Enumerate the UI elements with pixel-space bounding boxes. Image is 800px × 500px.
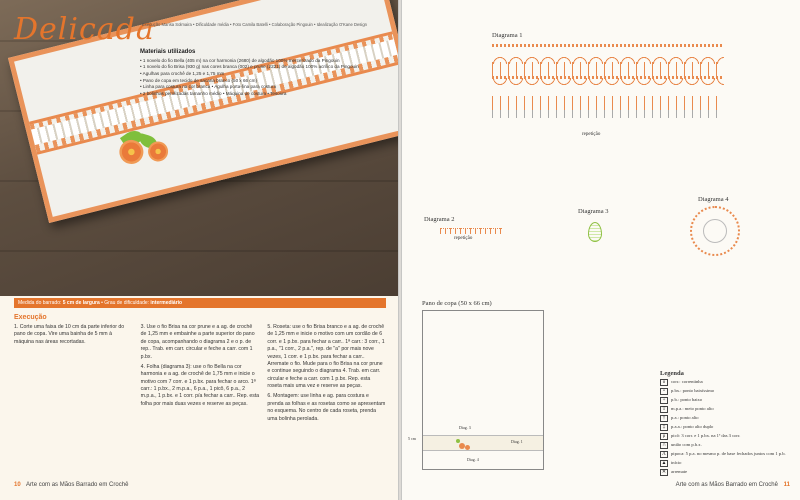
list-item: • 1 novelo do fio Brisa (930 g) nas cores branca (002) e prune (2221) de algodão 100% acrílico da Pingouin bbox=[140, 64, 359, 70]
execution-title: Execução bbox=[14, 314, 47, 321]
list-item: • Agulhas para crochê de 1,25 e 1,75 mm bbox=[140, 71, 225, 76]
execution-section bbox=[14, 314, 386, 474]
legend-item: ρ picô: 3 corr. e 1 p.bx. na 1ª das 3 corr. bbox=[660, 433, 790, 440]
legend-item: + p.b.: ponto baixo bbox=[660, 397, 790, 404]
legend-item: o corr.: correntinha bbox=[660, 379, 790, 386]
diagram3-label: Diagrama 3 bbox=[578, 208, 609, 215]
legend-item: ✕ arremate bbox=[661, 469, 688, 475]
page-title: Delicada bbox=[14, 12, 155, 47]
credits: Execução Marisa Solmaira • Dificuldade média • Foto Camila Batelli • Colaboração Pingouin • Idealização O'Kane Design bbox=[142, 22, 367, 27]
list-item: • Pano de copa em tecido de sacaria branco (50 x 66 cm) bbox=[140, 77, 258, 83]
list-item: • Linha para costura na cor branca • Agulha porta-fina para costura bbox=[140, 84, 277, 90]
legend bbox=[660, 370, 790, 478]
legend-title: Legenda bbox=[660, 370, 684, 377]
list-item: • 1 novelo do fio Bella (405 m) na cor harmonia (2680) de algodão 100% mercerizado da Pingouin bbox=[140, 57, 340, 63]
legend-item: ∩ união com p.b.x. bbox=[660, 442, 790, 449]
page-number: 11 bbox=[783, 482, 790, 488]
diagram-2 bbox=[440, 228, 502, 234]
materials-list bbox=[140, 48, 390, 98]
cloth-schematic: Diag. 1 Diag. 3 Diag. 4 bbox=[422, 310, 544, 470]
materials-title: Materiais utilizados bbox=[140, 49, 196, 55]
diagram-1 bbox=[492, 42, 724, 122]
diagram4-label: Diagrama 4 bbox=[698, 196, 729, 203]
column-2: 3. Use o fio Brisa na cor prune e a ag. de crochê de 1,25 mm e embainhe a parte superior do pano de copa, acompanhando o diagrama 2 e o p. de rep.. Trab. em carr. circular e feche a carr. com 1 p.bx. 4. Folha (diagrama 3): use o fio Bella na cor harmonia e a ag. de crochê de 1,75 mm e inicie o motivo com 7 corr. e 1 p.bx. para fechar o arco. 1ª carr.: 1 p.bx., 2 m.p.a., 6 p.a., 1 picô, 6 p.a., 2 m.p.a., 1 p.bx. e 1 corr. p/a fechar a carr.. Rep. esta folha por mais duas vezes e reserve as peças. bbox=[140, 324, 260, 407]
cloth-label: Pano de copa (50 x 66 cm) bbox=[422, 300, 492, 307]
legend-item: Λ pipoca: 5 p.a. no mesmo p. de base fechados juntos com 1 p.b. bbox=[660, 451, 790, 458]
footer-left: 10 Arte com as Mãos Barrado em Crochê bbox=[14, 482, 129, 488]
diagram2-label: Diagrama 2 bbox=[424, 216, 455, 223]
column-3: 5. Roseta: use o fio Brisa branco e a ag. de crochê de 1,25 mm e inicie o motivo com um cordão de 6 corr. e 1 p.bx. para fechar a carr.. 1ª carr.: 3 corr., 1 p.a., "1 corr., 2 p.a.", rep. de "a" por mais nove vezes, 1 corr. e 1 p.bx. para fechar a carr.. Arremate o fio. Mude para o fio Brisa na cor prune e continue seguindo o diagrama 4. Trab. em carr. circular e feche a carr. com 1 p.bx. Rep. esta roseta mais uma vez e reserve as peças. 6. Montagem: use linha e ag. para costura e prenda as folhas e as rosetas como se apresentam no esquema. No centro de cada roseta, prenda uma bolinha perolada. bbox=[267, 324, 386, 422]
legend-item: † p.a.: ponto alto bbox=[660, 415, 790, 422]
legend-item: • p.bx.: ponto baixíssimo bbox=[660, 388, 790, 395]
list-item: • 2 bolinhas perolizadas tamanho médio • Máquina de costura • Tesoura bbox=[140, 90, 287, 96]
right-page: Diagrama 1 repetição Diagrama 2 repetição Diagrama 3 Diagrama 4 Pano de copa (50 x 66 cm) Diag. 1 Diag. 3 Diag. 4 5 cm Legenda o corr.: correntinha • p.bx.: ponto baixíssimo + p.b.: ponto baixo T m.p.a.: meio ponto alto † p.a.: ponto alto ‡ p.a.a.: ponto alto duplo ρ picô: 3 corr. e 1 p.bx. na 1ª das 3 corr. ∩ união com p.b.x. Λ pipoca: 5 p.a. no mesmo p. de base fechados juntos com 1 p.b. ▲ início ✕ arremate Arte com as Mãos Barrado em Crochê 11 bbox=[402, 0, 800, 500]
column-1: 1. Corte uma faixa de 10 cm da parte inferior do pano de copa. Vire uma bainha de 5 mm à máquina nas áreas recortadas. bbox=[14, 324, 125, 345]
diagram-3 bbox=[588, 222, 602, 242]
legend-item: ‡ p.a.a.: ponto alto duplo bbox=[660, 424, 790, 431]
legend-item: T m.p.a.: meio ponto alto bbox=[660, 406, 790, 413]
legend-item: ▲ início bbox=[661, 460, 682, 466]
footer-right: Arte com as Mãos Barrado em Crochê 11 bbox=[675, 482, 790, 488]
page-number: 10 bbox=[14, 482, 21, 488]
repeat-label: repetição bbox=[582, 132, 601, 137]
info-bar: Medida do barrado: 5 cm de largura • Grau de dificuldade: intermediário bbox=[14, 298, 386, 308]
diagram1-label: Diagrama 1 bbox=[492, 32, 523, 39]
left-page bbox=[0, 0, 398, 500]
